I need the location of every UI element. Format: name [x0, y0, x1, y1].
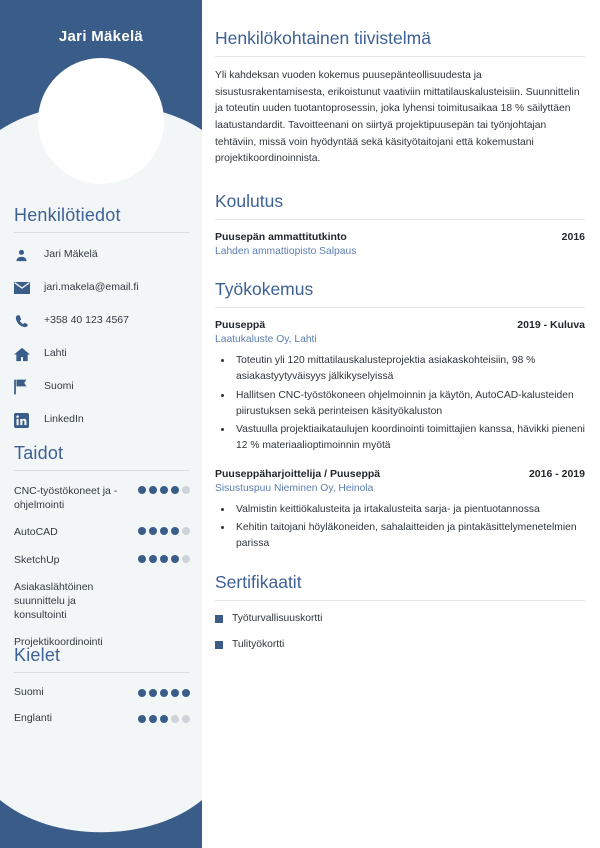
experience-list	[215, 319, 585, 552]
certificates-heading: Sertifikaatit	[215, 572, 302, 593]
languages-heading: Kielet	[14, 645, 61, 665]
experience-section	[215, 279, 585, 552]
flag-icon	[14, 378, 36, 396]
rating-dot	[138, 715, 146, 723]
entry-date: 2019 - Kuluva	[517, 319, 585, 332]
candidate-name: Jari Mäkelä	[58, 28, 144, 45]
summary-heading: Henkilökohtainen tiivistelmä	[215, 28, 431, 48]
summary-text: Yli kahdeksan vuoden kokemus puusepänteollisuudesta ja sisustusrakentamisesta, erikoistunut vaativiin mittatilauskalusteisiin. Suunnittelin ja toteutin uuden tuotantoprosessin, joka lyhensi toimitusaikaa 18 % säilyttäen laatustandardit. Tavoitteenani on siirtyä projektipuusepän tai työnjohtajan tehtäviin, missä voin hyödyntää sekä käsityötaitojani että kokemustani projektikoordinoinnista.	[215, 70, 580, 165]
divider	[215, 219, 585, 220]
language-label: Englanti	[14, 712, 52, 724]
rating-dot	[138, 555, 146, 563]
rating-dot	[149, 715, 157, 723]
rating-dot	[182, 486, 190, 494]
divider	[215, 307, 585, 308]
entry-subtitle: Laatukaluste Oy, Lahti	[215, 334, 317, 346]
contact-row-email[interactable]	[14, 279, 190, 297]
certificate-item	[215, 638, 585, 652]
sidebar	[0, 0, 202, 848]
rating-dot	[149, 527, 157, 535]
entry-title: Puuseppä	[215, 319, 266, 332]
education-heading: Koulutus	[215, 191, 284, 212]
skill-label: AutoCAD	[14, 526, 58, 539]
certificate-label: Työturvallisuuskortti	[232, 613, 323, 625]
main-column	[215, 0, 585, 848]
rating-dot	[138, 527, 146, 535]
contact-row-nationality	[14, 378, 190, 396]
contact-name-text: Jari Mäkelä	[44, 248, 98, 261]
personal-details-heading: Henkilötiedot	[14, 205, 121, 225]
bullet-item: • Valmistin keittiökalusteita ja irtakalusteita sarja- ja pientuotannossa	[233, 502, 585, 518]
rating-dot	[182, 527, 190, 535]
entry-title: Puusepän ammattitutkinto	[215, 231, 347, 244]
divider	[215, 600, 585, 601]
avatar	[38, 58, 164, 184]
linkedin-icon	[14, 411, 36, 429]
skills-list	[14, 484, 190, 649]
skill-label: Asiakaslähtöinen suunnittelu ja konsultointi	[14, 580, 94, 622]
summary-section	[215, 28, 585, 168]
contact-row-linkedin[interactable]	[14, 411, 190, 429]
languages-section	[14, 645, 190, 738]
person-icon	[14, 246, 36, 264]
certificates-list	[215, 612, 585, 652]
language-row	[14, 686, 190, 698]
rating-dot	[160, 486, 168, 494]
entry-header	[215, 319, 585, 331]
languages-list	[14, 686, 190, 724]
skill-label: CNC-työstökoneet ja -ohjelmointi	[14, 485, 118, 512]
rating-dots	[138, 484, 190, 494]
rating-dot	[171, 555, 179, 563]
square-bullet-icon	[215, 641, 223, 649]
contact-nationality-text: Suomi	[44, 380, 74, 393]
phone-icon	[14, 312, 36, 330]
contact-email-text: jari.makela@email.fi	[44, 281, 139, 294]
rating-dot	[182, 715, 190, 723]
entry-date: 2016	[561, 231, 585, 244]
entry-title: Puuseppäharjoittelija / Puuseppä	[215, 467, 381, 480]
skill-row	[14, 525, 190, 539]
rating-dot	[160, 527, 168, 535]
rating-dot	[171, 689, 179, 697]
bullet-item: • Hallitsen CNC-työstökoneen ohjelmoinnin ja käytön, AutoCAD-kalusteiden piirustuksen sekä perinteisen käsityökaluston	[233, 388, 585, 421]
entry-date: 2016 - 2019	[528, 467, 585, 480]
experience-entry	[215, 468, 585, 553]
bullet-item: • Kehitin taitojani höyläkoneiden, sahalaitteiden ja pintakäsittelymenetelmien parissa	[233, 520, 585, 553]
rating-dots	[138, 553, 190, 563]
contact-row-phone[interactable]	[14, 312, 190, 330]
square-bullet-icon	[215, 615, 223, 623]
rating-dot	[171, 715, 179, 723]
skill-row	[14, 553, 190, 567]
education-list	[215, 231, 585, 257]
divider	[14, 672, 190, 673]
entry-subtitle: Sisustuspuu Nieminen Oy, Heinola	[215, 482, 374, 494]
envelope-icon	[14, 279, 36, 297]
skill-row	[14, 484, 190, 512]
contact-row-name	[14, 246, 190, 264]
contact-phone-text: +358 40 123 4567	[44, 314, 129, 327]
rating-dot	[171, 527, 179, 535]
skill-label: SketchUp	[14, 553, 60, 566]
language-row	[14, 712, 190, 724]
certificate-label: Tulityökortti	[232, 638, 285, 650]
entry-subtitle: Lahden ammattiopisto Salpaus	[215, 246, 357, 258]
certificate-item	[215, 612, 585, 626]
certificates-section	[215, 572, 585, 652]
rating-dot	[160, 715, 168, 723]
rating-dot	[149, 689, 157, 697]
home-icon	[14, 345, 36, 363]
rating-dot	[182, 555, 190, 563]
skills-section	[14, 443, 190, 662]
rating-dots	[138, 525, 190, 535]
skills-heading: Taidot	[14, 443, 64, 463]
entry-bullets	[215, 502, 585, 553]
rating-dot	[160, 689, 168, 697]
entry-bullets	[215, 353, 585, 455]
rating-dot	[138, 689, 146, 697]
divider	[14, 470, 190, 471]
personal-details-section	[14, 205, 190, 444]
rating-dots	[138, 687, 190, 697]
rating-dot	[149, 486, 157, 494]
bullet-item: • Toteutin yli 120 mittatilauskalusteprojektia asiakaskohteisiin, 98 % asiakastyytyväisyys jälkikyselyissä	[233, 353, 585, 386]
experience-heading: Työkokemus	[215, 279, 314, 300]
rating-dot	[138, 486, 146, 494]
sidebar-footer-shape	[0, 738, 202, 848]
entry-header	[215, 468, 585, 480]
rating-dot	[160, 555, 168, 563]
language-label: Suomi	[14, 686, 44, 698]
experience-entry	[215, 319, 585, 455]
bullet-item: • Vastuulla projektiaikataulujen koordinointi toimittajien kanssa, hävikki pieneni 12 % materiaalioptimoinnin myötä	[233, 422, 585, 455]
skill-row	[14, 580, 190, 623]
divider	[215, 56, 585, 57]
rating-dot	[149, 555, 157, 563]
divider	[14, 232, 190, 233]
education-section	[215, 191, 585, 257]
education-entry	[215, 231, 585, 257]
rating-dots	[138, 713, 190, 723]
contact-linkedin-text: LinkedIn	[44, 413, 84, 426]
rating-dot	[182, 689, 190, 697]
skill-label: Projektikoordinointi	[14, 636, 103, 649]
contact-location-text: Lahti	[44, 347, 67, 360]
rating-dot	[171, 486, 179, 494]
entry-header	[215, 231, 585, 243]
contact-row-location	[14, 345, 190, 363]
